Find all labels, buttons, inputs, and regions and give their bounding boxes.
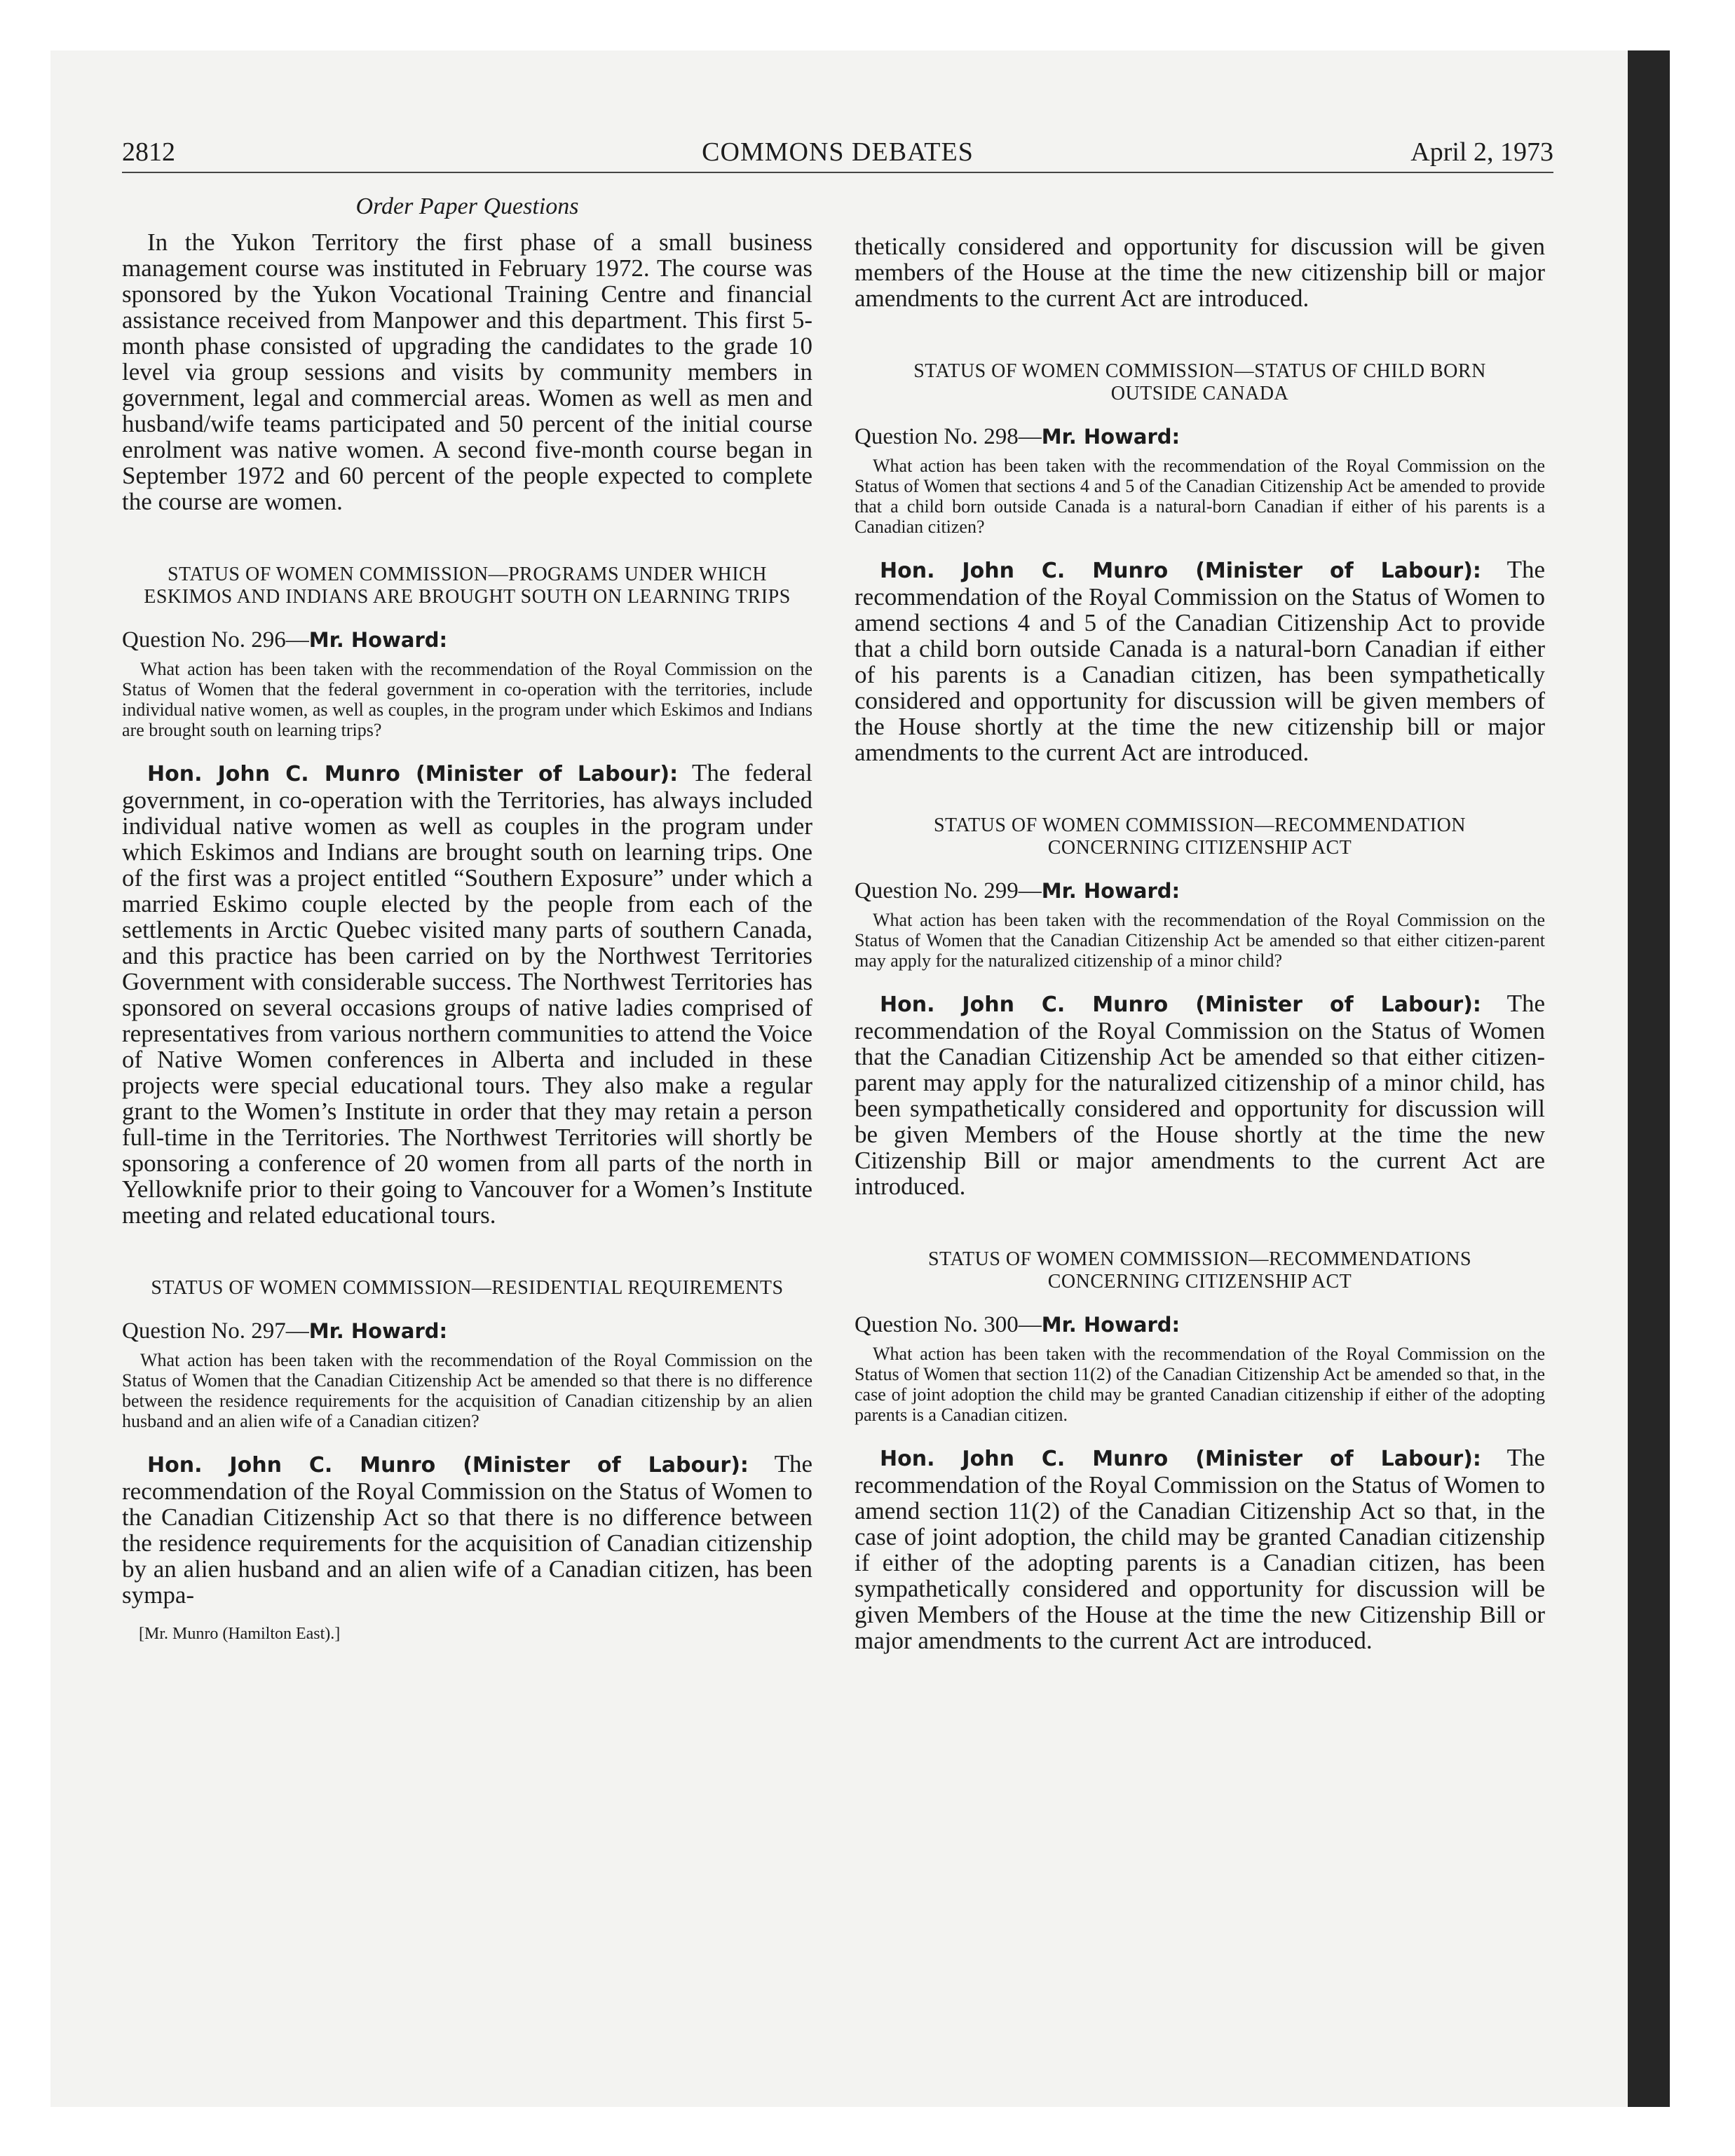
answer-speaker: Hon. John C. Munro (Minister of Labour): xyxy=(880,1447,1481,1471)
question-asker: Mr. Howard: xyxy=(1041,879,1181,903)
question-number: Question No. 298— xyxy=(855,424,1042,449)
question-text-q298: What action has been taken with the recommendation of the Royal Commission on the Status of Women that sections 4 and 5 of the Canadian Citizenship Act be amended to provide that a child born outside Canada is a natural-born Canadian if either of his parents is a Canadian citizen? xyxy=(855,456,1545,537)
answer-text: The recommendation of the Royal Commission on the Status of Women that the Canadian Citizenship Act be amended so that either citizen-parent may apply for the naturalized citizenship of a minor child, has been sympathetically considered and opportunity for discussion will be given Members of the House shortly at the time the new Citizenship Bill or major amendments to the current Act are introduced. xyxy=(855,990,1545,1200)
section-heading-q300: STATUS OF WOMEN COMMISSION—RECOMMENDATIONS CONCERNING CITIZENSHIP ACT xyxy=(927,1248,1472,1292)
question-asker: Mr. Howard: xyxy=(1041,1313,1181,1337)
answer-speaker: Hon. John C. Munro (Minister of Labour): xyxy=(880,559,1481,583)
question-number: Question No. 296— xyxy=(122,627,309,653)
question-asker: Mr. Howard: xyxy=(308,628,448,652)
question-line-q299 xyxy=(855,878,1545,904)
book-spine-shadow xyxy=(1628,50,1670,2107)
question-text-q297: What action has been taken with the recommendation of the Royal Commission on the Status of Women that the Canadian Citizenship Act be amended so that there is no difference between the residence requirements for the acquisition of Canadian citizenship by an alien husband and an alien wife of a Canadian citizen? xyxy=(122,1350,812,1431)
page-number: 2812 xyxy=(122,137,175,167)
right-column xyxy=(855,233,1545,1653)
answer-text: The recommendation of the Royal Commission on the Status of Women to the Canadian Citizenship Act so that there is no difference between the residence requirements for the acquisition of Canadian citizenship by an alien husband and an alien wife of a Canadian citizen, has been sympa- xyxy=(122,1450,812,1609)
publication-title: COMMONS DEBATES xyxy=(702,137,974,167)
question-text-q296: What action has been taken with the recommendation of the Royal Commission on the Status of Women that the federal government in co-operation with the territories, include individual native women, as well as couples, in the program under which Eskimos and Indians are brought south on learning trips? xyxy=(122,659,812,740)
member-footnote: [Mr. Munro (Hamilton East).] xyxy=(139,1625,341,1643)
question-text-q300: What action has been taken with the recommendation of the Royal Commission on the Status of Women that section 11(2) of the Canadian Citizenship Act be amended so that, in the case of joint adoption the child may be granted Canadian citizenship if either of the adopting parents is a Canadian citizen. xyxy=(855,1344,1545,1425)
answer-q300 xyxy=(855,1445,1545,1653)
answer-q299 xyxy=(855,990,1545,1199)
issue-date: April 2, 1973 xyxy=(1410,137,1553,167)
question-line-q298 xyxy=(855,423,1545,450)
question-line-q297 xyxy=(122,1318,812,1344)
question-number: Question No. 300— xyxy=(855,1312,1042,1337)
left-column xyxy=(122,193,812,1644)
answer-speaker: Hon. John C. Munro (Minister of Labour): xyxy=(147,1453,749,1478)
question-text-q299: What action has been taken with the recommendation of the Royal Commission on the Status of Women that the Canadian Citizenship Act be amended so that either citizen-parent may apply for the naturalized citizenship of a minor child? xyxy=(855,910,1545,971)
answer-q296 xyxy=(122,760,812,1228)
page-content xyxy=(122,137,1553,2085)
question-number: Question No. 297— xyxy=(122,1318,309,1344)
running-head: Order Paper Questions xyxy=(355,193,579,219)
answer-q298 xyxy=(855,557,1545,765)
question-asker: Mr. Howard: xyxy=(308,1319,448,1343)
answer-speaker: Hon. John C. Munro (Minister of Labour): xyxy=(880,992,1481,1017)
section-heading-q297: STATUS OF WOMEN COMMISSION—RESIDENTIAL REQUIREMENTS xyxy=(151,1277,784,1299)
continued-paragraph: thetically considered and opportunity for discussion will be given members of the House at the time the new citizenship bill or major amendments to the current Act are introduced. xyxy=(855,233,1545,312)
answer-text: The recommendation of the Royal Commission on the Status of Women to amend sections 4 and 5 of the Canadian Citizenship Act to provide that a child born outside Canada is a natural-born Canadian if either of his parents is a Canadian citizen, has been sympathetically considered and opportunity for discussion will be given members of the House shortly at the time the new citizenship bill or major amendments to the current Act are introduced. xyxy=(855,556,1545,766)
answer-q297 xyxy=(122,1451,812,1608)
question-number: Question No. 299— xyxy=(855,878,1042,903)
intro-paragraph: In the Yukon Territory the first phase of a small business management course was instituted in February 1972. The course was sponsored by the Yukon Vocational Training Centre and financial assistance received from Manpower and this department. This first 5-month phase consisted of upgrading the candidates to the grade 10 level via group sessions and visits by community members in government, legal and commercial areas. Women as well as men and husband/wife teams participated and 50 percent of the initial course enrolment was native women. A second five-month course began in September 1972 and 60 percent of the people expected to complete the course are women. xyxy=(122,228,812,515)
section-heading-q298: STATUS OF WOMEN COMMISSION—STATUS OF CHILD BORN OUTSIDE CANADA xyxy=(913,360,1486,404)
question-line-q300 xyxy=(855,1311,1545,1338)
section-heading-q299: STATUS OF WOMEN COMMISSION—RECOMMENDATION CONCERNING CITIZENSHIP ACT xyxy=(933,814,1467,859)
answer-text: The recommendation of the Royal Commission on the Status of Women to amend section 11(2) of the Canadian Citizenship Act so that, in the case of joint adoption, the child may be granted Canadian citizenship if either of the adopting parents is a Canadian citizen, has been sympathetically considered and opportunity for discussion will be given Members of the House at the time the new Citizenship Bill or major amendments to the current Act are introduced. xyxy=(855,1444,1545,1654)
section-heading-q296: STATUS OF WOMEN COMMISSION—PROGRAMS UNDER WHICH ESKIMOS AND INDIANS ARE BROUGHT SOUTH ON LEARNING TRIPS xyxy=(144,564,791,608)
question-asker: Mr. Howard: xyxy=(1041,425,1181,449)
question-line-q296 xyxy=(122,627,812,653)
answer-text: The federal government, in co-operation with the Territories, has always included individual native women as well as couples in the program under which Eskimos and Indians are brought south on learning trips. One of the first was a project entitled “Southern Exposure” under which a married Eskimo couple elected by the people from each of the settlements in Arctic Quebec visited many parts of southern Canada, and this practice has been carried on by the Northwest Territories Government with considerable success. The Northwest Territories has sponsored on several occasions groups of native ladies comprised of representatives from various northern communities to attend the Voice of Native Women conferences in Alberta and included in these projects were special educational tours. They also make a regular grant to the Women’s Institute in order that they may retain a person full-time in the Territories. The Northwest Territories will shortly be sponsoring a conference of 20 women from all parts of the north in Yellowknife prior to their going to Vancouver for a Women’s Institute meeting and related educational tours. xyxy=(122,759,812,1229)
answer-speaker: Hon. John C. Munro (Minister of Labour): xyxy=(147,762,679,786)
page-header xyxy=(122,137,1553,173)
